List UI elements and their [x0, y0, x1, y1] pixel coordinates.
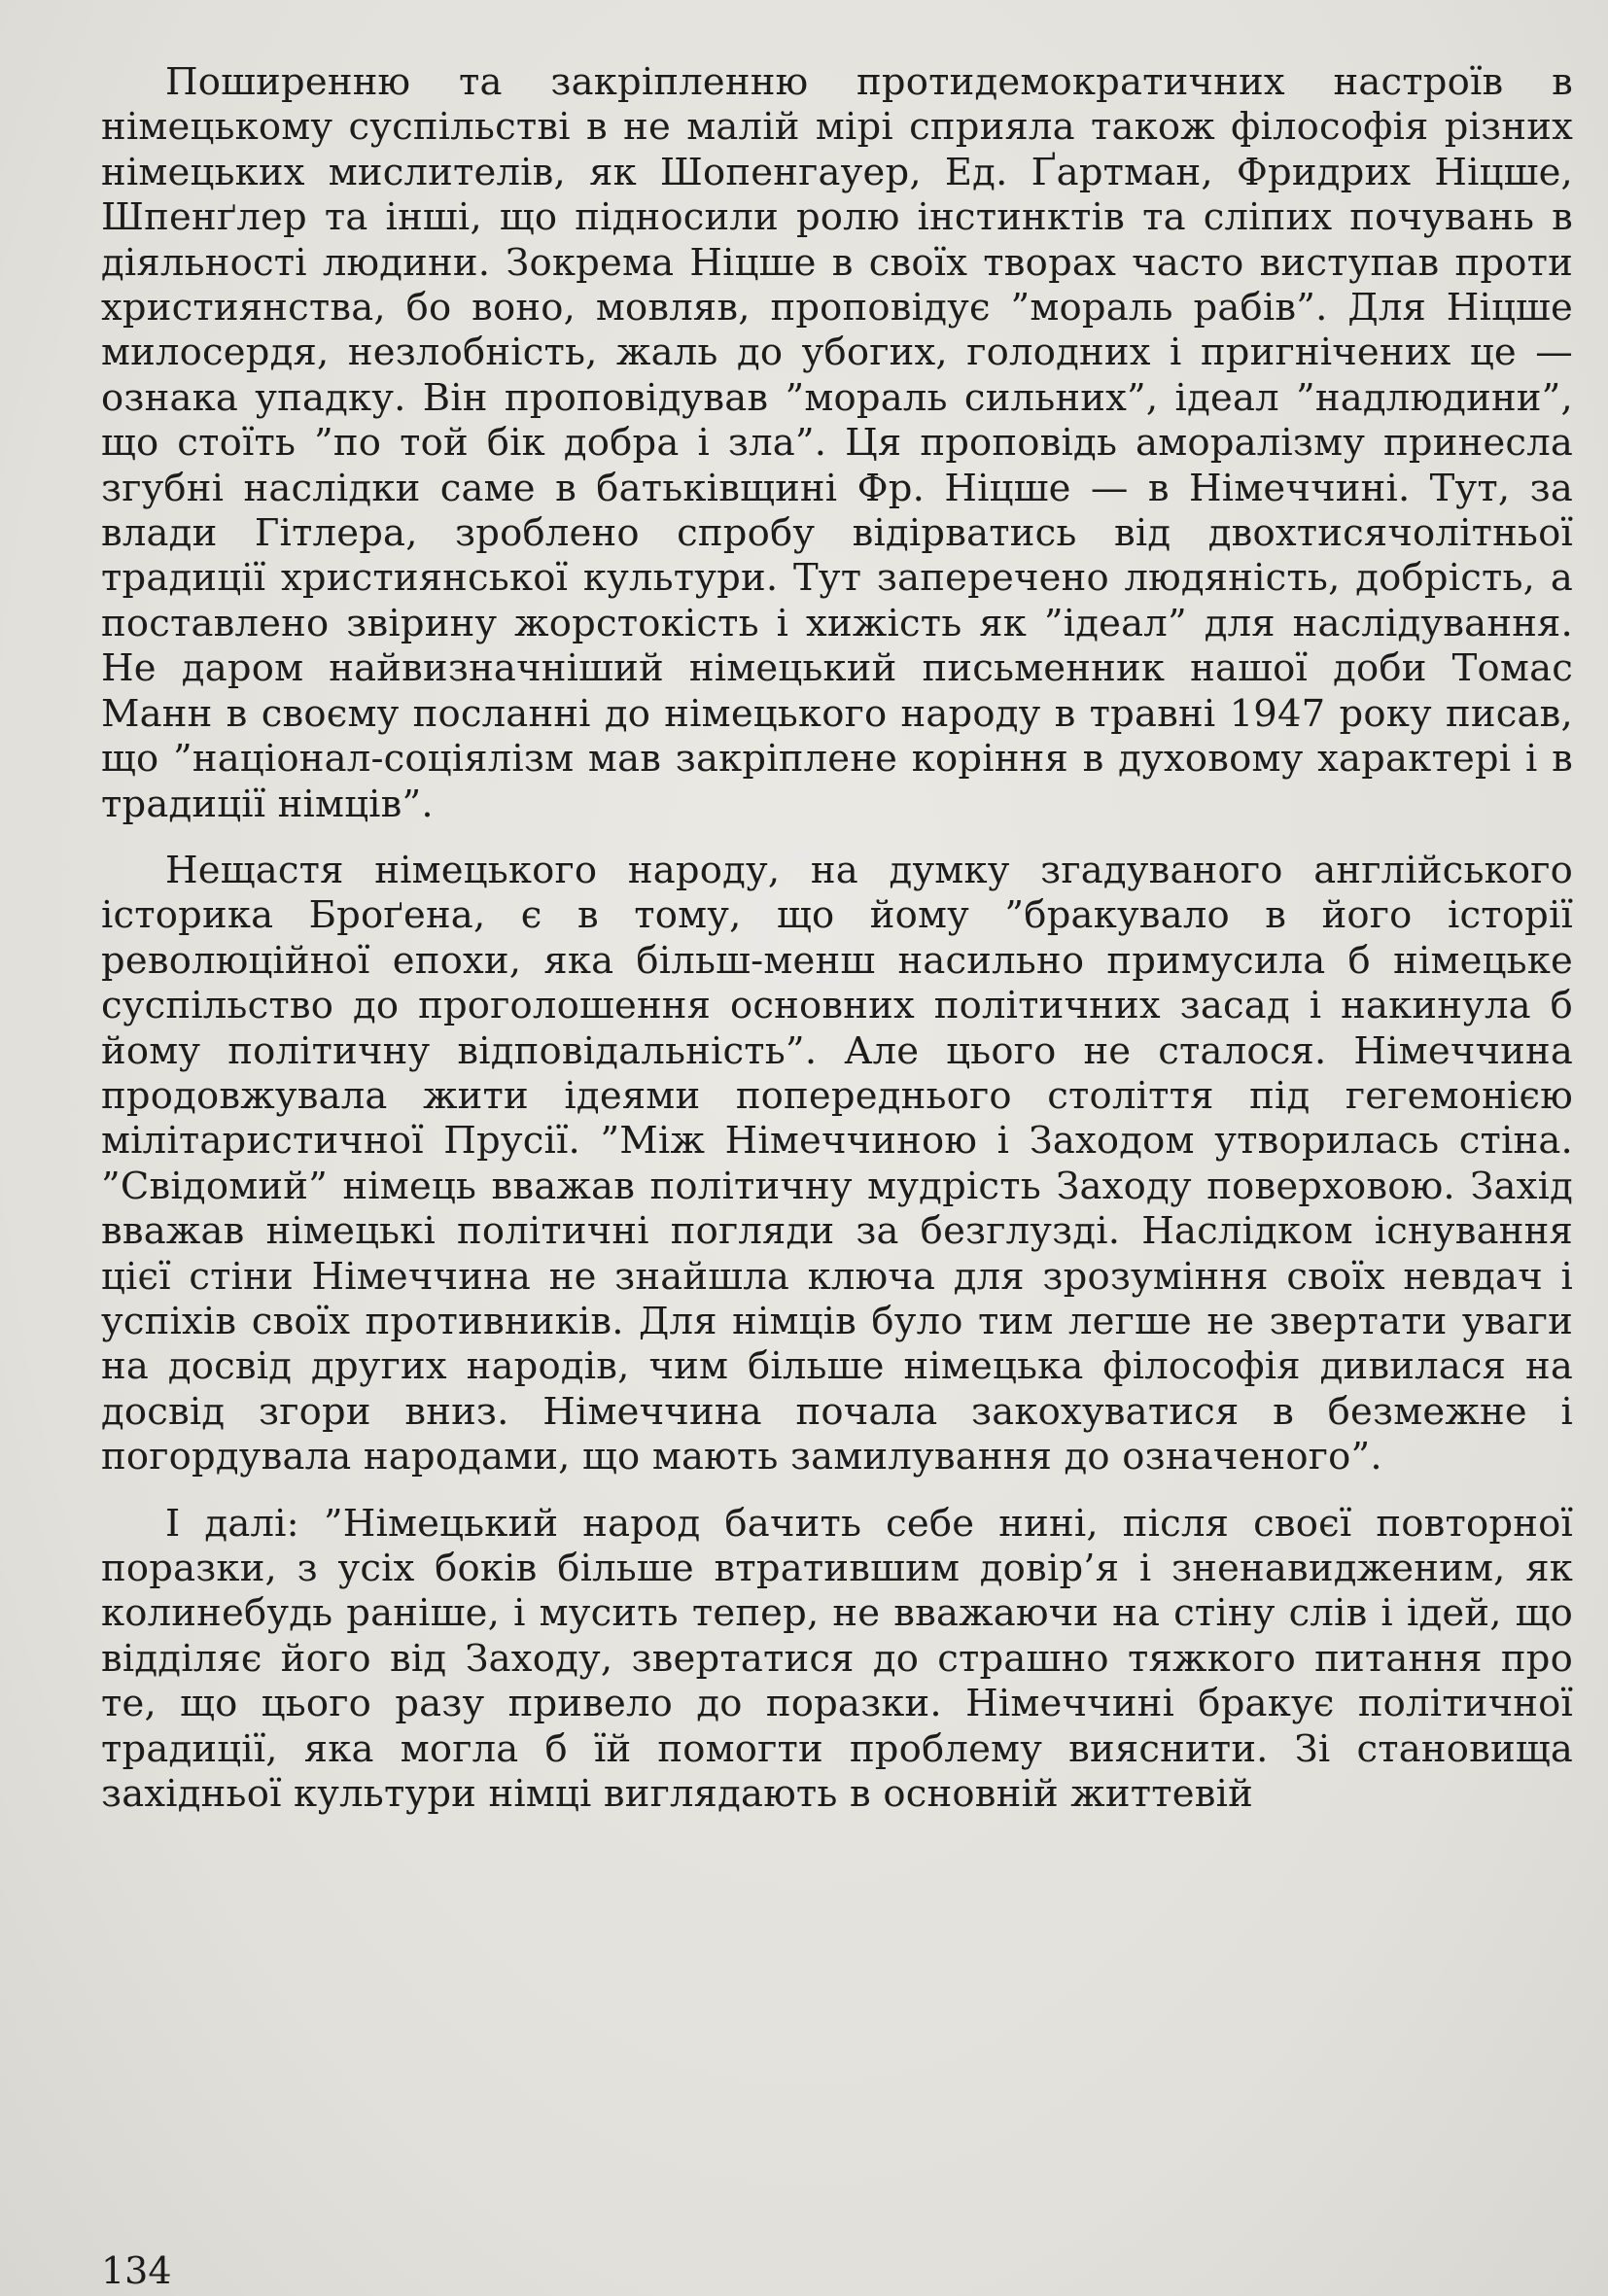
paragraph-3: І далі: ”Німецький народ бачить себе нині, після своєї повторної поразки, з усіх боків більше втратившим довір’я і зненавидженим, як колинебудь раніше, і мусить тепер, не вважаючи на стіну слів і ідей, що відділяє його від Заходу, звертатися до страшно тяжкого питання про те, що цього разу привело до поразки. Німеччині бракує політичної традиції, яка могла б їй помогти проблему вияснити. Зі становища західньої культури німці виглядають в основній життевій [101, 1501, 1573, 1817]
paragraph-2: Нещастя німецького народу, на думку згадуваного англійського історика Броґена, є в тому, що йому ”бракувало в його історії революційної епохи, яка більш-менш насильно примусила б німецьке суспільство до проголошення основних політичних засад і накинула б йому політичну відповідальність”. Але цього не сталося. Німеччина продовжувала жити ідеями попереднього століття під гегемонією мілітаристичної Прусії. ”Між Німеччиною і Заходом утворилась стіна. ”Свідомий” німець вважав політичну мудрість Заходу поверховою. Захід вважав німецькі політичні погляди за безглузді. Наслідком існування цієї стіни Німеччина не знайшла ключа для зрозуміння своїх невдач і успіхів своїх противників. Для німців було тим легше не звертати уваги на досвід других народів, чим більше німецька філософія дивилася на досвід згори вниз. Німеччина почала закохуватися в безмежне і погордувала народами, що мають замилування до означеного”. [101, 848, 1573, 1479]
paragraph-1: Поширенню та закріпленню протидемократичних настроїв в німецькому суспільстві в не малій мірі сприяла також філософія різних німецьких мислителів, як Шопенгауер, Ед. Ґартман, Фридрих Ніцше, Шпенґлер та інші, що підносили ролю інстинктів та сліпих почувань в діяльності людини. Зокрема Ніцше в своїх творах часто виступав проти християнства, бо воно, мовляв, проповідує ”мораль рабів”. Для Ніцше милосердя, незлобність, жаль до убогих, голодних і пригнічених це — ознака упадку. Він проповідував ”мораль сильних”, ідеал ”надлюдини”, що стоїть ”по той бік добра і зла”. Ця проповідь аморалізму принесла згубні наслідки саме в батьківщині Фр. Ніцше — в Німеччині. Тут, за влади Гітлера, зроблено спробу відірватись від двохтисячолітньої традиції християнської культури. Тут заперечено людяність, добрість, а поставлено звірину жорстокість і хижість як ”ідеал” для наслідування. Не даром найвизначніший німецький письменник нашої доби Томас Манн в своєму посланні до німецького народу в травні 1947 року писав, що ”націонал-соціялізм мав закріплене коріння в духовому характері і в традиції німців”. [101, 60, 1573, 826]
body-text [101, 60, 1573, 1817]
page-number: 134 [101, 2249, 172, 2292]
